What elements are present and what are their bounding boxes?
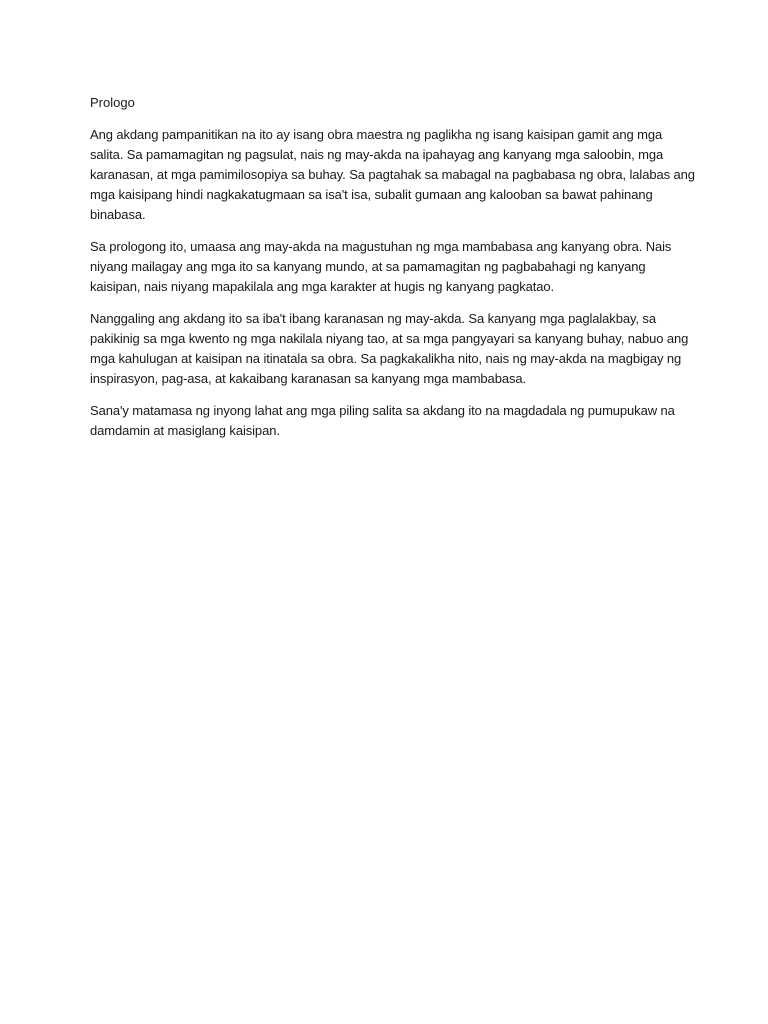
paragraph-3 [90, 309, 689, 389]
paragraph-1 [90, 125, 695, 225]
paragraph-line: salita. Sa pamamagitan ng pagsulat, nais ng may-akda na ipahayag ang kanyang mga saloobin, mga [90, 147, 664, 162]
paragraph-line: Nanggaling ang akdang ito sa iba't ibang karanasan ng may-akda. Sa kanyang mga paglalakbay, sa [90, 311, 656, 326]
document-page [90, 93, 695, 453]
paragraph-line: kaisipan, nais niyang mapakilala ang mga karakter at hugis ng kanyang pagkatao. [90, 279, 555, 294]
paragraph-line: Sa prologong ito, umaasa ang may-akda na magustuhan ng mga mambabasa ang kanyang obra. Nais [90, 239, 672, 254]
paragraph-4 [90, 401, 680, 441]
paragraph-line: mga kaisipang hindi nagkakatugmaan sa isa't isa, subalit gumaan ang kalooban sa bawat pahinang [90, 187, 653, 202]
paragraph-line: Ang akdang pampanitikan na ito ay isang obra maestra ng paglikha ng isang kaisipan gamit ang mga [90, 127, 663, 142]
document-heading: Prologo [90, 95, 135, 110]
paragraph-line: pakikinig sa mga kwento ng mga nakilala niyang tao, at sa mga pangyayari sa kanyang buhay, nabuo ang [90, 331, 689, 346]
paragraph-line: inspirasyon, pag-asa, at kakaibang karanasan sa kanyang mga mambabasa. [90, 371, 526, 386]
paragraph-line: Sana'y matamasa ng inyong lahat ang mga piling salita sa akdang ito na magdadala ng pumupukaw na [90, 403, 675, 418]
paragraph-line: damdamin at masiglang kaisipan. [90, 423, 280, 438]
paragraph-2 [90, 237, 680, 297]
paragraph-line: karanasan, at mga pamimilosopiya sa buhay. Sa pagtahak sa mabagal na pagbabasa ng obra, lalabas ang [90, 167, 695, 182]
paragraph-line: niyang mailagay ang mga ito sa kanyang mundo, at sa pamamagitan ng pagbabahagi ng kanyang [90, 259, 646, 274]
paragraph-line: mga kahulugan at kaisipan na itinatala sa obra. Sa pagkakalikha nito, nais ng may-akda na magbigay ng [90, 351, 682, 366]
paragraph-line: binabasa. [90, 207, 146, 222]
